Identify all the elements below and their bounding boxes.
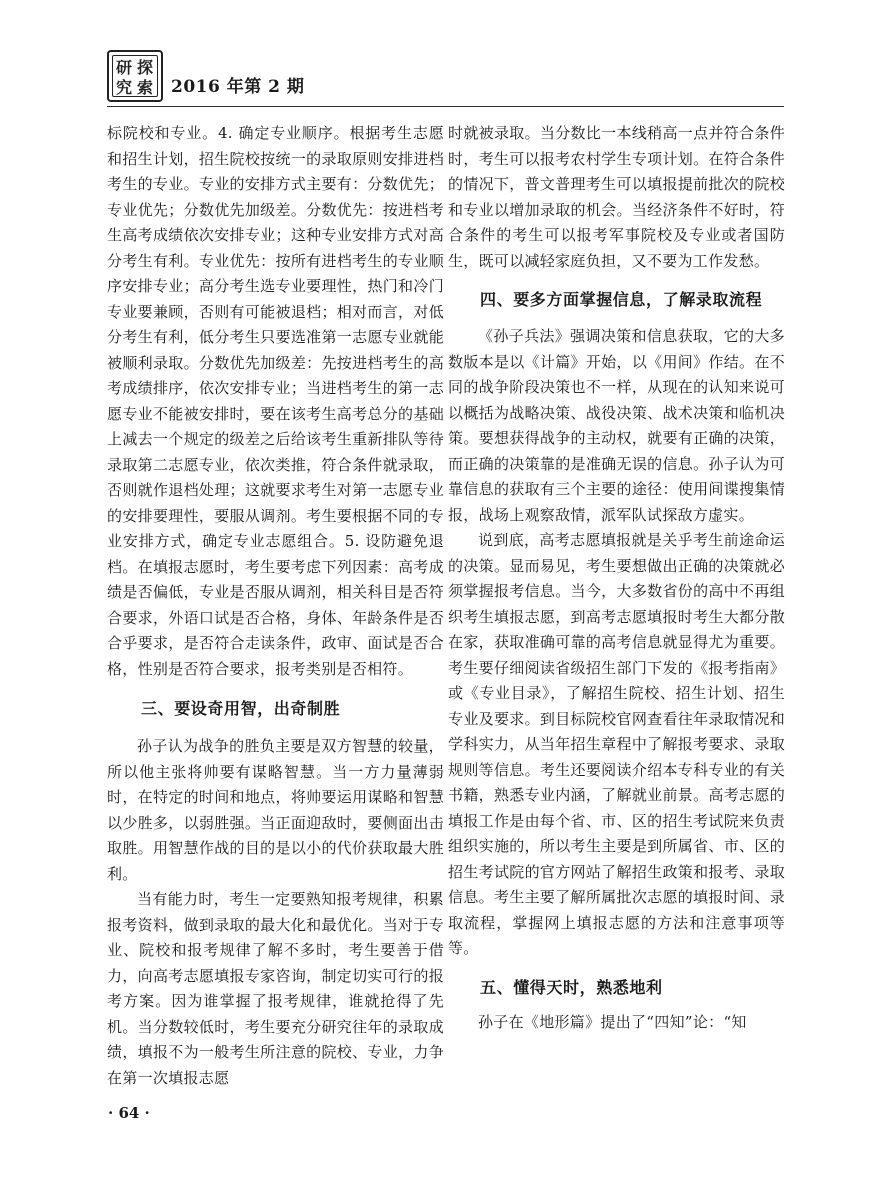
page-number: · 64 · (108, 1104, 150, 1122)
logo-char: 探 (137, 58, 154, 77)
paragraph: 《孙子兵法》强调决策和信息获取，它的大多数版本是以《计篇》开始，以《用间》作结。在不同的战争阶段决策也不一样，从现在的认知来说可以概括为战略决策、战役决策、战术决策和临机决策。要想获得战争的主动权，就要有正确的决策，而正确的决策靠的是准确无误的信息。孙子认为可靠信息的获取有三个主要的途径：使用间谍搜集情报，战场上观察敌情，派军队试探敌方虚实。 (448, 327, 785, 524)
paragraph: 标院校和专业。4. 确定专业顺序。根据考生志愿和招生计划，招生院校按统一的录取原则安排进档考生的专业。专业的安排方式主要有：分数优先；专业优先；分数优先加级差。分数优先：按进档考生高考成绩依次安排专业；这种专业安排方式对高分考生有利。专业优先：按所有进档考生的专业顺序安排专业；高分考生选专业要理性，热门和冷门专业要兼顾，否则有可能被退档；相对而言，对低分考生有利，低分考生只要选准第一志愿专业就能被顺利录取。分数优先加级差：先按进档考生的高考成绩排序，依次安排专业；当进档考生的第一志愿专业不能被安排时，要在该考生高考总分的基础上减去一个规定的级差之后给该考生重新排队等待录取第二志愿专业，依次类推，符合条件就录取，否则就作退档处理；这就要求考生对第一志愿专业的安排要理性，要服从调剂。考生要根据不同的专业安排方式，确定专业志愿组合。5. 设防避免退档。在填报志愿时，考生要考虑下列因素：高考成绩是否偏低，专业是否服从调剂，相关科目是否符合要求，外语口试是否合格，身体、年龄条件是否合乎要求，是否符合走读条件，政审、面试是否合格，性别是否符合要求，报考类别是否相符。 (107, 124, 444, 678)
paragraph: 当有能力时，考生一定要熟知报考规律，积累报考资料，做到录取的最大化和最优化。当对于专业、院校和报考规律了解不多时，考生要善于借力，向高考志愿填报专家咨询，制定切实可行的报考方案。因为谁掌握了报考规律，谁就抢得了先机。当分数较低时，考生要充分研究往年的录取成绩，填报不为一般考生所注意的院校、专业，力争在第一次填报志愿 (107, 890, 444, 1087)
page-header (107, 44, 787, 104)
paragraph: 孙子在《地形篇》提出了“四知”论：“知 (478, 1012, 747, 1031)
section-heading: 三、要设奇用智，出奇制胜 (141, 699, 341, 718)
paragraph: 时就被录取。当分数比一本线稍高一点并符合条件时，考生可以报考农村学生专项计划。在符合条件的情况下，普文普理考生可以填报提前批次的院校和专业以增加录取的机会。当经济条件不好时，符合条件的考生可以报考军事院校及专业或者国防生，既可以减轻家庭负担，又不要为工作发愁。 (448, 124, 785, 270)
section-heading: 五、懂得天时，熟悉地利 (480, 977, 663, 997)
right-column (448, 121, 785, 1035)
left-column (107, 121, 444, 1091)
paragraph: 说到底，高考志愿填报就是关乎考生前途命运的决策。显而易见，考生要想做出正确的决策就必须掌握报考信息。当今，大多数省份的高中不再组织考生填报志愿，到高考志愿填报时考生大都分散在家，获取准确可靠的高考信息就显得尤为重要。考生要仔细阅读省级招生部门下发的《报考指南》或《专业目录》，了解招生院校、招生计划、招生专业及要求。到目标院校官网查看往年录取情况和学科实力，从当年招生章程中了解报考要求、录取规则等信息。考生还要阅读介绍本专科专业的有关书籍，熟悉专业内涵，了解就业前景。高考志愿的填报工作是由每个省、市、区的招生考试院来负责组织实施的，所以考生主要是到所属省、市、区的招生考试院的官方网站了解招生政策和报考、录取信息。考生主要了解所属批次志愿的填报时间、录取流程，掌握网上填报志愿的方法和注意事项等等。 (448, 531, 785, 957)
section-heading: 四、要多方面掌握信息，了解录取流程 (480, 290, 763, 309)
journal-logo (107, 50, 163, 102)
logo-char: 究 (116, 78, 133, 97)
logo-char: 索 (137, 78, 154, 97)
header-rule (107, 106, 784, 107)
logo-char: 研 (116, 58, 133, 77)
issue-label: 2016 年第 2 期 (171, 77, 305, 97)
paragraph: 孙子认为战争的胜负主要是双方智慧的较量，所以他主张将帅要有谋略智慧。当一方力量薄弱时，在特定的时间和地点，将帅要运用谋略和智慧以少胜多，以弱胜强。当正面迎敌时，要侧面出击取胜。用智慧作战的目的是以小的代价获取最大胜利。 (107, 737, 444, 883)
